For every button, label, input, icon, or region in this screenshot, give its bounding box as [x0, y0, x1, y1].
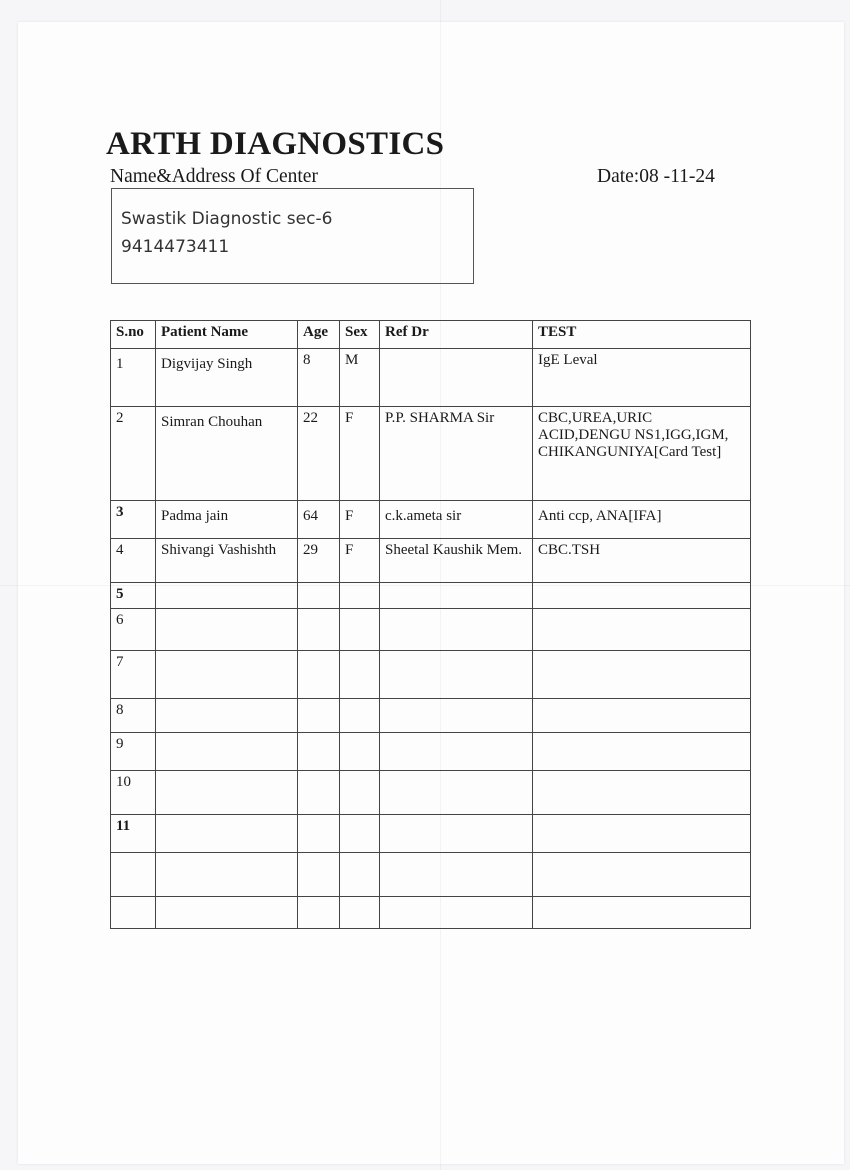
table-row: [111, 539, 751, 583]
cell-sno: 5: [111, 583, 156, 609]
cell-ref-dr: [380, 349, 533, 407]
table-row: [111, 349, 751, 407]
cell-patient-name: [156, 815, 298, 853]
cell-patient-name: Digvijay Singh: [156, 349, 298, 407]
col-header-sex: Sex: [340, 321, 380, 349]
table-row: [111, 733, 751, 771]
cell-sno: 9: [111, 733, 156, 771]
cell-age: [298, 897, 340, 929]
cell-test: Anti ccp, ANA[IFA]: [533, 501, 751, 539]
table-row: [111, 771, 751, 815]
cell-sno: 11: [111, 815, 156, 853]
cell-age: [298, 733, 340, 771]
cell-sex: [340, 733, 380, 771]
cell-sex: [340, 583, 380, 609]
table-row: [111, 609, 751, 651]
cell-age: 29: [298, 539, 340, 583]
report-date: Date:08 -11-24: [597, 166, 715, 187]
cell-sex: [340, 651, 380, 699]
cell-ref-dr: [380, 583, 533, 609]
center-label: Name&Address Of Center: [110, 166, 318, 187]
table-row: [111, 407, 751, 501]
cell-ref-dr: Sheetal Kaushik Mem.: [380, 539, 533, 583]
cell-test: [533, 815, 751, 853]
center-address-box: [111, 188, 474, 284]
table-row: [111, 583, 751, 609]
cell-patient-name: [156, 699, 298, 733]
cell-test: IgE Leval: [533, 349, 751, 407]
cell-ref-dr: P.P. SHARMA Sir: [380, 407, 533, 501]
cell-age: [298, 853, 340, 897]
table-row: [111, 501, 751, 539]
cell-test: [533, 897, 751, 929]
cell-age: 64: [298, 501, 340, 539]
cell-ref-dr: [380, 771, 533, 815]
table-row: [111, 651, 751, 699]
cell-patient-name: [156, 651, 298, 699]
cell-sno: 3: [111, 501, 156, 539]
cell-age: [298, 651, 340, 699]
cell-ref-dr: [380, 609, 533, 651]
table-row: [111, 853, 751, 897]
cell-ref-dr: c.k.ameta sir: [380, 501, 533, 539]
cell-age: [298, 771, 340, 815]
center-name: Swastik Diagnostic sec-6: [121, 209, 333, 229]
cell-test: [533, 583, 751, 609]
cell-sno: [111, 853, 156, 897]
cell-patient-name: [156, 583, 298, 609]
table-header-row: [111, 321, 751, 349]
cell-ref-dr: [380, 733, 533, 771]
cell-age: 22: [298, 407, 340, 501]
cell-age: [298, 815, 340, 853]
cell-sex: F: [340, 501, 380, 539]
cell-sex: [340, 853, 380, 897]
cell-patient-name: Simran Chouhan: [156, 407, 298, 501]
cell-ref-dr: [380, 699, 533, 733]
patient-table: [110, 320, 751, 929]
cell-test: [533, 853, 751, 897]
cell-test: [533, 771, 751, 815]
cell-patient-name: [156, 609, 298, 651]
table-row: [111, 897, 751, 929]
table-row: [111, 815, 751, 853]
cell-sno: 6: [111, 609, 156, 651]
cell-sno: 4: [111, 539, 156, 583]
center-phone: 9414473411: [121, 237, 230, 257]
cell-test: [533, 651, 751, 699]
cell-patient-name: [156, 771, 298, 815]
cell-sex: F: [340, 539, 380, 583]
cell-ref-dr: [380, 897, 533, 929]
cell-sno: 10: [111, 771, 156, 815]
lab-title: ARTH DIAGNOSTICS: [106, 126, 445, 162]
col-header-ref-dr: Ref Dr: [380, 321, 533, 349]
col-header-patient-name: Patient Name: [156, 321, 298, 349]
cell-age: [298, 699, 340, 733]
cell-ref-dr: [380, 815, 533, 853]
cell-age: 8: [298, 349, 340, 407]
col-header-age: Age: [298, 321, 340, 349]
cell-patient-name: Shivangi Vashishth: [156, 539, 298, 583]
col-header-test: TEST: [533, 321, 751, 349]
cell-sex: M: [340, 349, 380, 407]
cell-ref-dr: [380, 651, 533, 699]
cell-test: [533, 699, 751, 733]
cell-patient-name: Padma jain: [156, 501, 298, 539]
cell-sno: 2: [111, 407, 156, 501]
cell-sex: [340, 815, 380, 853]
cell-sex: [340, 699, 380, 733]
cell-sex: [340, 771, 380, 815]
cell-test: CBC,UREA,URIC ACID,DENGU NS1,IGG,IGM, CHIKANGUNIYA[Card Test]: [533, 407, 751, 501]
cell-patient-name: [156, 897, 298, 929]
cell-sno: 7: [111, 651, 156, 699]
cell-test: [533, 733, 751, 771]
cell-sex: [340, 609, 380, 651]
cell-test: [533, 609, 751, 651]
cell-patient-name: [156, 853, 298, 897]
cell-test: CBC.TSH: [533, 539, 751, 583]
col-header-sno: S.no: [111, 321, 156, 349]
cell-sno: [111, 897, 156, 929]
cell-sex: F: [340, 407, 380, 501]
cell-age: [298, 609, 340, 651]
cell-ref-dr: [380, 853, 533, 897]
cell-patient-name: [156, 733, 298, 771]
cell-sno: 8: [111, 699, 156, 733]
cell-sex: [340, 897, 380, 929]
table-row: [111, 699, 751, 733]
cell-sno: 1: [111, 349, 156, 407]
cell-age: [298, 583, 340, 609]
